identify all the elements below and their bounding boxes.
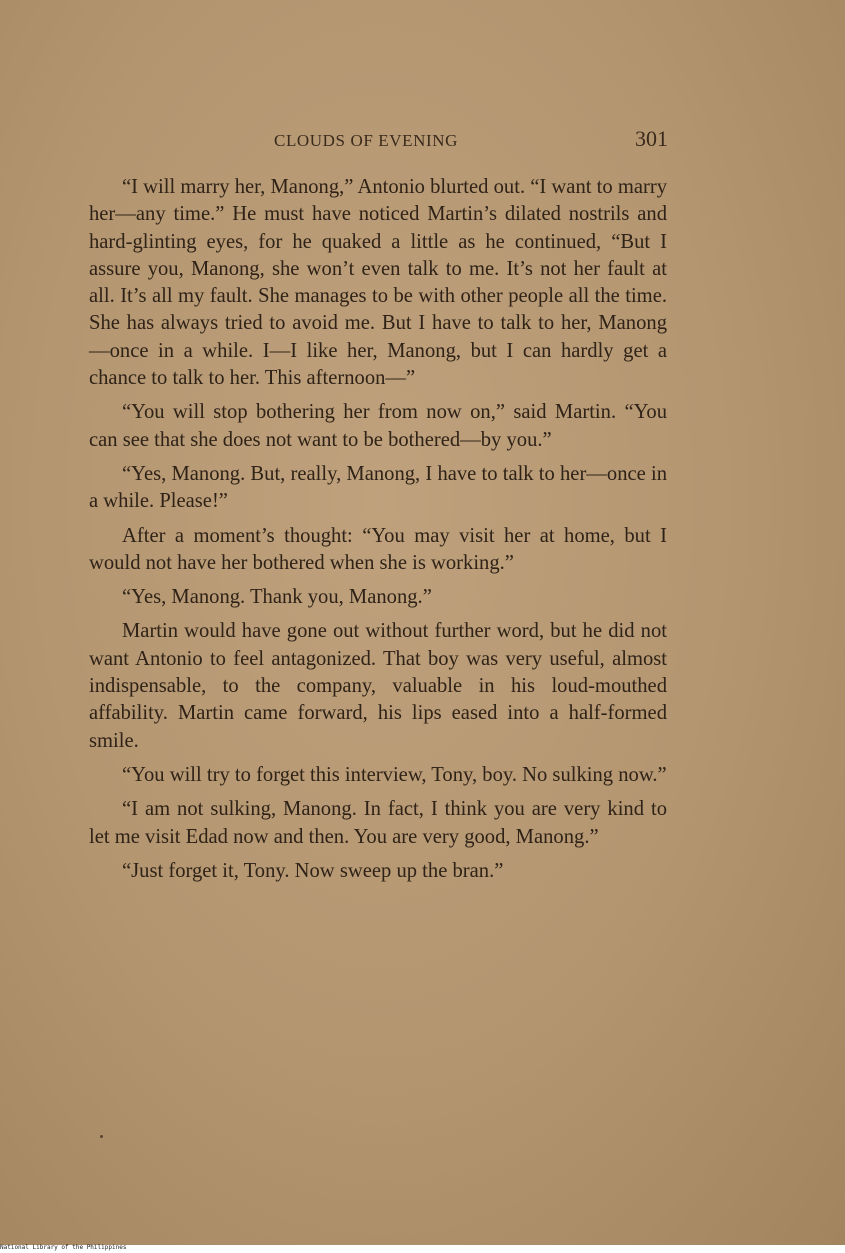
library-watermark: National Library of the Philippines [0, 1244, 127, 1251]
paragraph: “I am not sulking, Manong. In fact, I think you are very kind to let me visit Edad now and then. You are very good, Manong.” [89, 798, 667, 848]
footer-strip [0, 1245, 845, 1253]
paragraph: “You will stop bothering her from now on,” said Martin. “You can see that she does not want to be bothered—by you.” [89, 401, 667, 451]
running-head: CLOUDS OF EVENING [274, 131, 458, 150]
page-header [90, 128, 668, 158]
paragraph: “You will try to forget this interview, Tony, boy. No sulking now.” [122, 763, 667, 786]
paragraph: “Just forget it, Tony. Now sweep up the bran.” [122, 859, 504, 882]
paragraph: After a moment’s thought: “You may visit her at home, but I would not have her bothered when she is working.” [89, 524, 667, 574]
paragraph: “I will marry her, Manong,” Antonio blurted out. “I want to marry her—any time.” He must have noticed Martin’s dilated nostrils and hard-glinting eyes, for he quaked a little as he continued, “But I assure you, Manong, she won’t even talk to me. It’s not her fault at all. It’s all my fault. She manages to be with other people all the time. She has always tried to avoid me. But I have to talk to her, Manong —once in a while. I—I like her, Manong, but I can hardly get a chance to talk to her. This afternoon—” [89, 176, 667, 390]
paragraph: “Yes, Manong. Thank you, Manong.” [122, 586, 432, 609]
page-number: 301 [635, 126, 668, 151]
body-text [89, 174, 667, 892]
ink-speck [100, 1135, 103, 1138]
paragraph: Martin would have gone out without further word, but he did not want Antonio to feel antagonized. That boy was very useful, almost indispensable, to the company, valuable in his loud-mouthed affability. Martin came forward, his lips eased into a half-formed smile. [89, 620, 667, 752]
paragraph: “Yes, Manong. But, really, Manong, I have to talk to her—once in a while. Please!” [89, 462, 667, 513]
